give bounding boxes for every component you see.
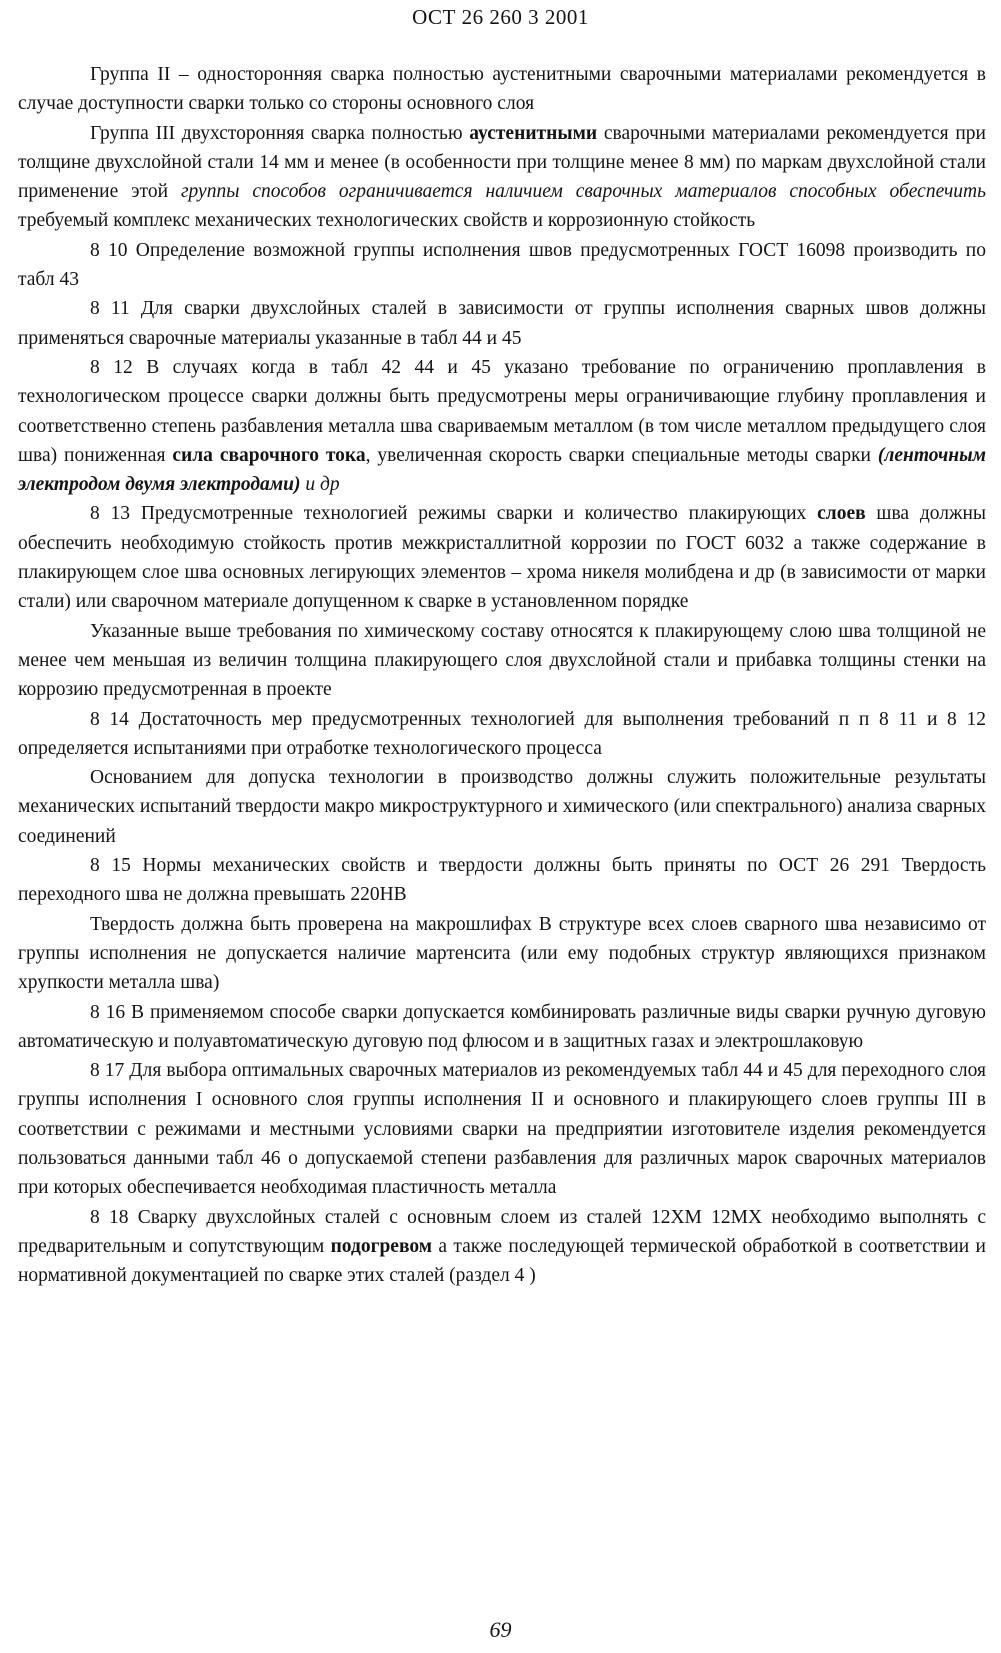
text-segment: 8 16 В применяемом способе сварки допускается комбинировать различные виды сварки ручную дуговую автоматическую и полуавтоматическую дуговую под флюсом и в защитных газах и электрошлаковую	[18, 1001, 986, 1052]
text-segment: 8 13 Предусмотренные технологией режимы сварки и количество плакирующих	[90, 503, 818, 525]
document-body	[18, 60, 986, 1290]
text-segment: 8 18 Сварку двухслойных сталей с основным слоем из сталей 12ХМ 12МХ необходимо выполнять с предварительным и сопутствующим	[18, 1206, 986, 1257]
text-segment: группы способов ограничивается наличием сварочных материалов способных обеспечить	[180, 181, 986, 203]
text-segment: 8 15 Нормы механических свойств и твердости должны быть приняты по ОСТ 26 291 Твердость переходного шва не должна превышать 220HB	[18, 855, 986, 906]
text-segment: Основанием для допуска технологии в производство должны служить положительные результаты механических испытаний твердости макро микроструктурного и химического (или спектрального) анализа сварных соединений	[18, 767, 987, 847]
document-header-code: ОСТ 26 260 3 2001	[412, 5, 589, 29]
text-segment: и др	[300, 474, 340, 496]
paragraph	[18, 119, 986, 236]
paragraph	[18, 294, 986, 353]
text-segment: 8 10 Определение возможной группы исполнения швов предусмотренных ГОСТ 16098 производить по табл 43	[18, 239, 986, 291]
text-segment: Твердость должна быть проверена на макрошлифах В структуре всех слоев сварного шва независимо от группы исполнения не допускается наличие мартенсита (или ему подобных структур являющихся признаком хрупкости металла шва)	[18, 913, 986, 994]
text-segment: Группа II – односторонняя сварка полностью аустенитными сварочными материалами рекомендуется в случае доступности сварки только со стороны основного слоя	[18, 64, 986, 115]
paragraph	[18, 705, 986, 764]
paragraph	[18, 910, 986, 998]
text-segment: 8 11 Для сварки двухслойных сталей в зависимости от группы исполнения сварных швов должны применяться сварочные материалы указанные в табл 44 и 45	[18, 298, 986, 349]
page-number: 69	[489, 1617, 512, 1642]
text-segment: сварочными материалами рекомендуется при толщине двухслойной стали 14 мм и менее (в особенности при толщине менее 8 мм) по маркам двухслойной стали применение этой	[18, 122, 986, 203]
text-segment: требуемый комплекс механических технологических свойств и коррозионную стойкость	[18, 210, 756, 232]
text-segment: сила сварочного тока	[172, 444, 366, 466]
paragraph	[18, 763, 986, 851]
text-segment: Указанные выше требования по химическому составу относятся к плакирующему слою шва толщиной не менее чем меньшая из величин толщина плакирующего слоя двухслойной стали и прибавка толщины стенки на коррозию предусмотренная в проекте	[18, 620, 986, 701]
paragraph	[18, 1203, 986, 1291]
paragraph	[18, 60, 986, 119]
text-segment: , увеличенная скорость сварки специальные методы сварки	[365, 444, 878, 466]
text-segment: а также последующей термической обработкой в соответствии и нормативной документацией по сварке этих сталей (раздел 4 )	[18, 1235, 986, 1287]
text-segment: Группа III двухсторонняя сварка полностью	[90, 122, 470, 144]
paragraph	[18, 236, 986, 295]
text-segment: подогревом	[330, 1235, 433, 1257]
paragraph	[18, 353, 986, 499]
text-segment: шва должны обеспечить необходимую стойкость против межкристаллитной коррозии по ГОСТ 6032 а также содержание в плакирующем слое шва основных легирующих элементов – хрома никеля молибдена и др (в зависимости от марки стали) или сварочном материале допущенном к сварке в установленном порядке	[18, 503, 986, 613]
paragraph	[18, 499, 986, 616]
paragraph	[18, 851, 986, 910]
text-segment: аустенитными	[469, 122, 598, 144]
text-segment: 8 12 В случаях когда в табл 42 44 и 45 указано требование по ограничению проплавления в технологическом процессе сварки должны быть предусмотрены меры ограничивающие глубину проплавления и соответственно степень разбавления металла шва свариваемым металлом (в том числе металлом предыдущего слоя шва) пониженная	[18, 356, 986, 466]
emphasis-text: (ленточным электродом двумя электродами)	[18, 444, 986, 496]
paragraph	[18, 998, 986, 1057]
text-segment: 8 17 Для выбора оптимальных сварочных материалов из рекомендуемых табл 44 и 45 для переходного слоя группы исполнения I основного слоя группы исполнения II и основного и плакирующего слоев группы III в соответствии с режимами и местными условиями сварки на предприятии изготовителе изделия рекомендуется пользоваться данными табл 46 о допускаемой степени разбавления для различных марок сварочных материалов при которых обеспечивается необходимая пластичность металла	[18, 1060, 986, 1199]
paragraph	[18, 1056, 986, 1202]
text-segment: слоев	[817, 503, 866, 525]
text-segment: 8 14 Достаточность мер предусмотренных технологией для выполнения требований п п 8 11 и 8 12 определяется испытаниями при отработке технологического процесса	[18, 708, 986, 759]
paragraph	[18, 617, 986, 705]
